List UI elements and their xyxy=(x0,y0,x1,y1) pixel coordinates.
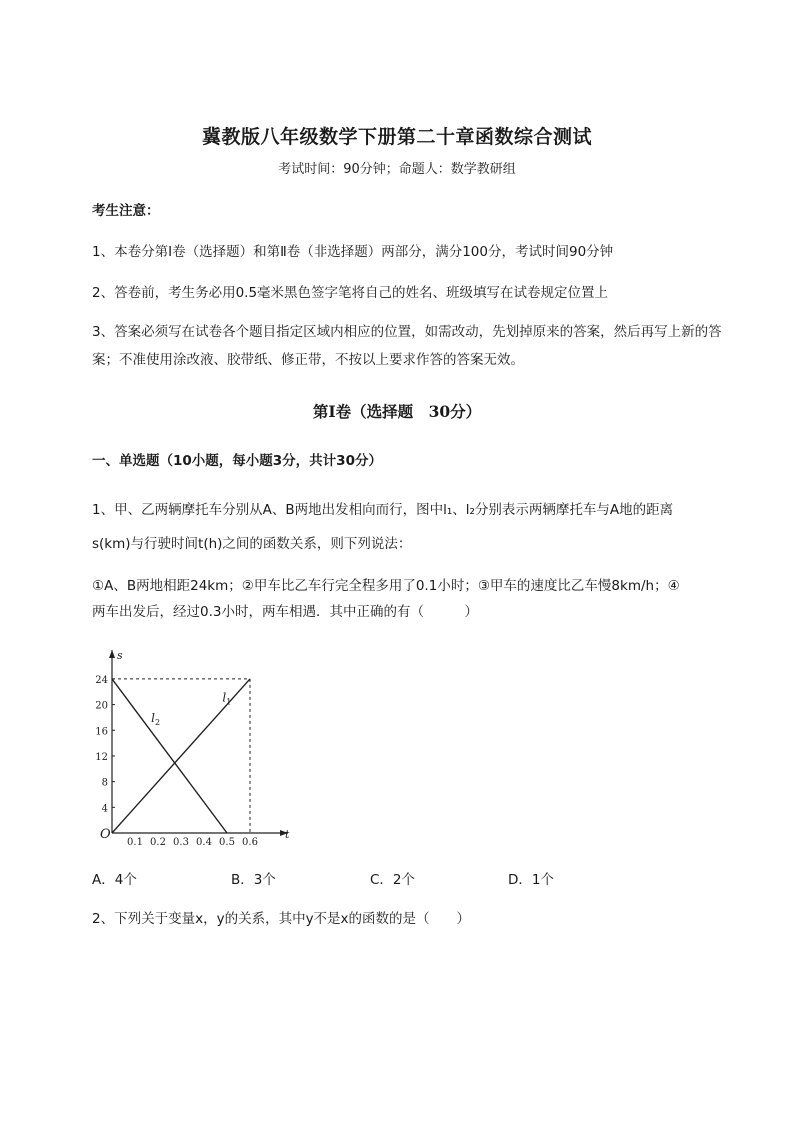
option-d[interactable]: D．1个 xyxy=(508,872,554,888)
x-tick-label: 0.5 xyxy=(219,837,235,848)
y-tick-label: 16 xyxy=(95,726,108,738)
x-tick-label: 0.3 xyxy=(173,837,189,848)
question-1-stem-line2: s(km)与行驶时间t(h)之间的函数关系，则下列说法： xyxy=(92,536,412,552)
y-axis-arrow xyxy=(109,650,115,658)
part-heading: 一、单选题（10小题，每小题3分，共计30分） xyxy=(92,453,382,469)
exam-info: 考试时间：90分钟；命题人：数学教研组 xyxy=(278,162,516,177)
option-c[interactable]: C．2个 xyxy=(370,872,416,888)
section-title: 第I卷（选择题 30分） xyxy=(312,402,482,421)
y-tick-label: 20 xyxy=(95,700,108,712)
series-label-l2: $l_2$ xyxy=(151,710,161,727)
x-axis-label: t xyxy=(285,828,290,841)
distance-time-graph xyxy=(85,640,305,850)
question-1-options xyxy=(92,868,742,890)
notice-item-2: 2、答卷前，考生务必用0.5毫米黑色签字笔将自己的姓名、班级填写在试卷规定位置上 xyxy=(92,285,609,301)
question-1-statements-line1: ①A、B两地相距24km；②甲车比乙车行完全程多用了0.1小时；③甲车的速度比乙车慢8km/h；④ xyxy=(92,578,680,594)
option-a[interactable]: A．4个 xyxy=(92,872,137,888)
origin-label: O xyxy=(100,827,111,842)
x-tick-label: 0.6 xyxy=(242,837,258,848)
x-tick-label: 0.1 xyxy=(127,837,143,848)
y-tick-label: 8 xyxy=(101,777,108,789)
notice-item-1: 1、本卷分第I卷（选择题）和第Ⅱ卷（非选择题）两部分，满分100分，考试时间90分钟 xyxy=(92,244,614,260)
y-tick-label: 12 xyxy=(95,751,108,763)
option-b[interactable]: B．3个 xyxy=(231,872,276,888)
question-2-stem: 2、下列关于变量x，y的关系，其中y不是x的函数的是（ ） xyxy=(92,911,471,927)
question-1-stem-line1: 1、甲、乙两辆摩托车分别从A、B两地出发相向而行，图中l₁、l₂分别表示两辆摩托车与A地的距离 xyxy=(92,502,674,518)
question-1-statements-line2: 两车出发后，经过0.3小时，两车相遇．其中正确的有（ ） xyxy=(92,604,478,620)
notice-item-3: 3、答案必须写在试卷各个题目指定区域内相应的位置，如需改动，先划掉原来的答案，然后再写上新的答案；不准使用涂改液、胶带纸、修正带，不按以上要求作答的答案无效。 xyxy=(92,324,722,368)
x-tick-label: 0.2 xyxy=(150,837,166,848)
notice-heading: 考生注意： xyxy=(92,203,160,219)
y-axis-label: s xyxy=(117,649,123,662)
page-title: 冀教版八年级数学下册第二十章函数综合测试 xyxy=(201,126,592,148)
y-tick-label: 24 xyxy=(95,674,108,686)
y-tick-label: 4 xyxy=(101,803,108,815)
x-tick-label: 0.4 xyxy=(196,837,212,848)
series-line-l2 xyxy=(112,679,227,833)
series-label-l1: $l_1$ xyxy=(222,690,232,707)
